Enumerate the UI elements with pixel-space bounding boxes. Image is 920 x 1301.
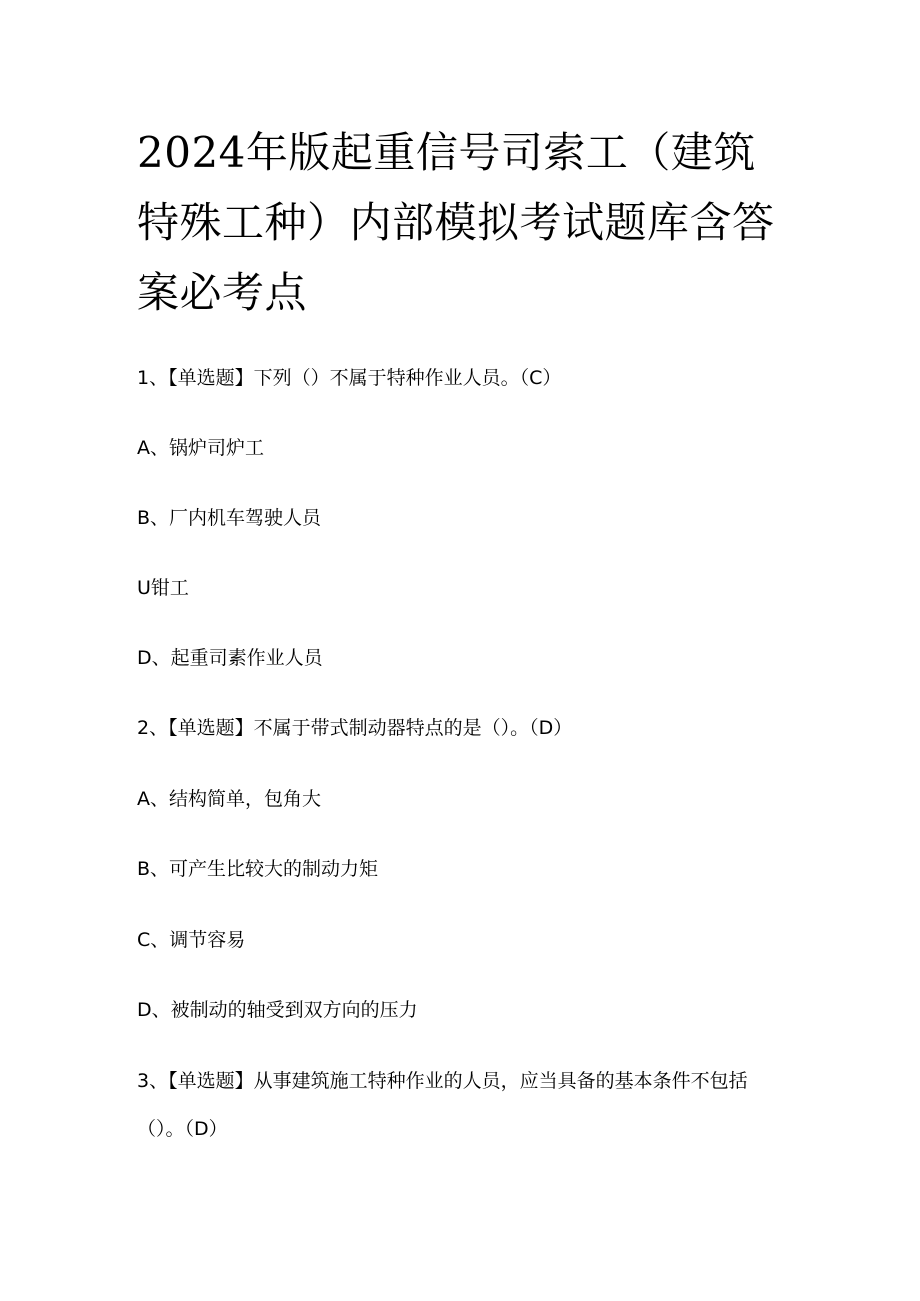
question-2-stem: 2、【单选题】不属于带式制动器特点的是（）。（D） (137, 717, 573, 739)
question-1-option-c: U钳工 (137, 577, 189, 599)
question-1-option-b: B、厂内机车驾驶人员 (137, 507, 322, 529)
question-1-option-a: A、锅炉司炉工 (137, 437, 264, 459)
question-1-stem: 1、【单选题】下列（）不属于特种作业人员。（C） (137, 367, 562, 389)
question-1-option-d: D、起重司素作业人员 (137, 647, 323, 669)
question-2-option-a: A、结构简单，包角大 (137, 788, 321, 810)
question-3-stem: 3、【单选题】从事建筑施工特种作业的人员，应当具备的基本条件不包括（）。（D） (137, 1070, 748, 1140)
question-2-option-c: C、调节容易 (137, 929, 246, 951)
question-2-option-b: B、可产生比较大的制动力矩 (137, 858, 379, 880)
question-2-option-d: D、被制动的轴受到双方向的压力 (137, 999, 418, 1021)
document-title: 2024年版起重信号司索工（建筑特殊工种）内部模拟考试题库含答案必考点 (137, 128, 775, 317)
